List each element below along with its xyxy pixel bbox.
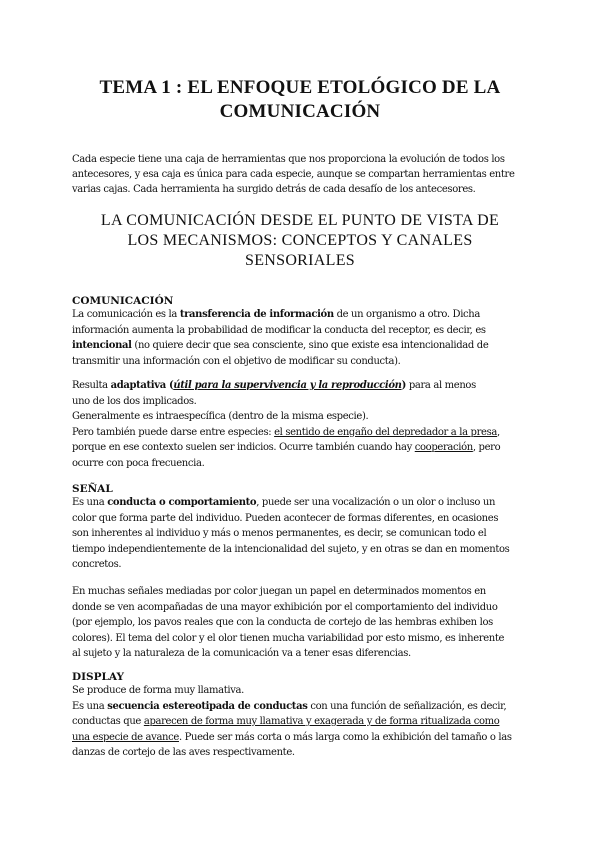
text-run: Pero también puede darse entre especies: xyxy=(72,426,275,438)
senal-paragraph-2 xyxy=(72,584,532,662)
text-run: porque en ese contexto suelen ser indicios. Ocurre también cuando hay xyxy=(72,442,415,453)
paragraph-line: concretos. xyxy=(72,559,122,570)
bold-term: adaptativa ( xyxy=(110,380,174,391)
paragraph-line: Se produce de forma muy llamativa. xyxy=(72,685,244,696)
underlined-term: cooperación xyxy=(414,442,473,453)
paragraph-line: al sujeto y la naturaleza de la comunicación va a tener esas diferencias. xyxy=(72,648,411,659)
text-run: (no quiere decir que sea consciente, sino que existe esa intencionalidad de xyxy=(131,340,489,351)
display-paragraph xyxy=(72,683,532,761)
intro-paragraph xyxy=(72,152,532,197)
senal-heading: SEÑAL xyxy=(72,483,113,495)
paragraph-line: tiempo independientemente de la intencionalidad del sujeto, y en otras se dan en momentos xyxy=(72,543,510,555)
paragraph-line: (por ejemplo, los pavos reales que con la conducta de cortejo de las hembras exhiben los xyxy=(72,617,493,628)
intro-line: Cada especie tiene una caja de herramientas que nos proporciona la evolución de todos los xyxy=(72,154,505,165)
paragraph-line: son inherentes al individuo y más o menos permanentes, es decir, se comunican todo el xyxy=(72,528,487,539)
paragraph-line: colores). El tema del color y el olor tienen mucha variabilidad por esto mismo, es inherente xyxy=(72,632,505,644)
section-title-line: LA COMUNICACIÓN DESDE EL PUNTO DE VISTA DE xyxy=(100,212,500,229)
comunicacion-paragraph-2 xyxy=(72,378,532,471)
paragraph-line xyxy=(72,338,532,354)
underlined-italic-term: útil para la supervivencia y la reproducción xyxy=(173,380,402,391)
paragraph-line xyxy=(72,425,532,441)
text-run: conductas que xyxy=(72,716,144,727)
text-run: Es una xyxy=(72,497,108,508)
paragraph-line xyxy=(72,440,532,456)
underlined-term: el sentido de engaño del depredador a la presa xyxy=(274,426,497,438)
text-run: de un organismo a otro. Dicha xyxy=(333,309,480,320)
underlined-term: una especie de avance xyxy=(72,731,179,743)
text-run: , puede ser una vocalización o un olor o incluso un xyxy=(256,497,496,508)
paragraph-line: color que forma parte del individuo. Pueden acontecer de formas diferentes, en ocasiones xyxy=(72,512,499,524)
intro-line: varias cajas. Cada herramienta ha surgido detrás de cada desafío de los antecesores. xyxy=(72,184,476,195)
paragraph-line xyxy=(72,378,532,394)
comunicacion-paragraph-1 xyxy=(72,307,532,369)
bold-term: transferencia de información xyxy=(179,309,334,320)
bold-term: ) xyxy=(401,380,406,391)
paragraph-line xyxy=(72,714,532,730)
document-title xyxy=(40,76,560,124)
section-title-line: SENSORIALES xyxy=(245,252,355,269)
paragraph-line: transmitir una información con el objetivo de modificar su conducta). xyxy=(72,355,401,367)
underlined-term: aparecen de forma muy llamativa y exagerada y de forma ritualizada como xyxy=(143,716,500,727)
paragraph-line: donde se ven acompañadas de una mayor exhibición por el comportamiento del individuo xyxy=(72,601,498,613)
paragraph-line: En muchas señales mediadas por color juegan un papel en determinados momentos en xyxy=(72,586,486,597)
paragraph-line xyxy=(72,307,532,323)
text-run: Resulta xyxy=(72,380,111,391)
bold-term: conducta o comportamiento xyxy=(107,497,257,508)
paragraph-line xyxy=(72,699,532,715)
intro-line: antecesores, y esa caja es única para cada especie, aunque se compartan herramientas entre xyxy=(72,169,515,180)
comunicacion-heading: COMUNICACIÓN xyxy=(72,295,174,307)
title-line: COMUNICACIÓN xyxy=(219,101,381,122)
paragraph-line: ocurre con poca frecuencia. xyxy=(72,457,205,469)
display-heading: DISPLAY xyxy=(72,671,124,683)
section-title-line: LOS MECANISMOS: CONCEPTOS Y CANALES xyxy=(127,232,473,249)
text-run: con una función de señalización, es decir, xyxy=(307,700,507,712)
text-run: , pero xyxy=(472,442,501,453)
paragraph-line: danzas de cortejo de las aves respectivamente. xyxy=(72,747,295,758)
text-run: para al menos xyxy=(405,380,476,391)
paragraph-line: Generalmente es intraespecífica (dentro de la misma especie). xyxy=(72,411,369,422)
paragraph-line xyxy=(72,730,532,746)
paragraph-line xyxy=(72,495,532,511)
bold-term: intencional xyxy=(72,340,132,351)
text-run: Es una xyxy=(72,700,108,712)
text-run: . Puede ser más corta o más larga como la exhibición del tamaño o las xyxy=(178,731,512,743)
section-title xyxy=(60,211,540,271)
bold-term: secuencia estereotipada de conductas xyxy=(107,700,308,712)
text-run: La comunicación es la xyxy=(72,309,180,320)
paragraph-line: información aumenta la probabilidad de modificar la conducta del receptor, es decir, es xyxy=(72,324,486,336)
senal-paragraph-1 xyxy=(72,495,532,573)
paragraph-line: uno de los dos implicados. xyxy=(72,395,197,407)
text-run: , xyxy=(496,426,500,438)
title-line: TEMA 1 : EL ENFOQUE ETOLÓGICO DE LA xyxy=(99,77,501,98)
